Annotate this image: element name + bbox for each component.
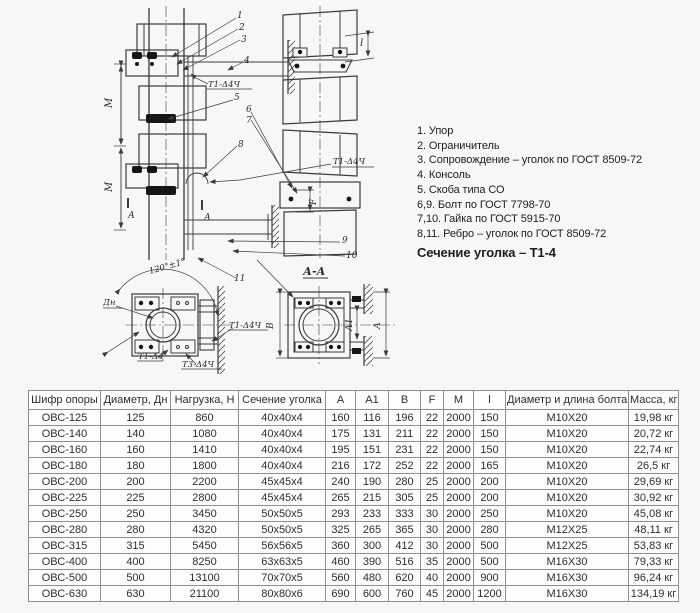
- table-cell: 80х80х6: [239, 586, 326, 602]
- table-cell: 630: [101, 586, 171, 602]
- table-cell: 40х40х4: [239, 410, 326, 426]
- callout-1: 1: [237, 11, 243, 21]
- table-cell: 8250: [171, 554, 239, 570]
- dim-label-a1: А1: [345, 318, 355, 331]
- table-cell: 22,74 кг: [629, 442, 679, 458]
- table-cell: 2000: [444, 586, 474, 602]
- table-cell: 140: [101, 426, 171, 442]
- table-cell: 150: [474, 426, 506, 442]
- spec-table-head-row: [29, 391, 679, 410]
- table-cell: 30: [421, 506, 444, 522]
- table-cell: ОВС-125: [29, 410, 101, 426]
- table-cell: 70х70х5: [239, 570, 326, 586]
- table-cell: 600: [356, 586, 389, 602]
- column-header: l: [474, 391, 506, 410]
- table-cell: М10Х20: [506, 458, 629, 474]
- table-cell: 25: [421, 474, 444, 490]
- table-cell: 22: [421, 458, 444, 474]
- section-view: [257, 260, 395, 366]
- table-cell: 2000: [444, 458, 474, 474]
- dim-label-b: В: [266, 322, 276, 329]
- table-cell: 2000: [444, 554, 474, 570]
- parts-legend-list: [417, 124, 695, 242]
- section-mark-a-right: А: [204, 213, 211, 223]
- table-cell: 35: [421, 554, 444, 570]
- table-cell: М16Х30: [506, 570, 629, 586]
- table-cell: 19,98 кг: [629, 410, 679, 426]
- table-cell: ОВС-500: [29, 570, 101, 586]
- table-cell: 293: [326, 506, 356, 522]
- table-cell: ОВС-280: [29, 522, 101, 538]
- table-cell: 280: [474, 522, 506, 538]
- table-cell: 500: [101, 570, 171, 586]
- legend-item: 4. Консоль: [417, 169, 471, 182]
- table-cell: 30: [421, 522, 444, 538]
- table-cell: 2000: [444, 410, 474, 426]
- callout-4: 4: [244, 56, 250, 66]
- weld-label-plan-right: Т1-Δ4Ч: [229, 321, 262, 331]
- table-cell: 2000: [444, 474, 474, 490]
- parts-legend: [417, 124, 695, 260]
- table-cell: 360: [326, 538, 356, 554]
- table-cell: 151: [356, 442, 389, 458]
- table-cell: М12Х25: [506, 522, 629, 538]
- weld-label-console: Т1-Δ4Ч: [208, 80, 241, 90]
- table-cell: 134,19 кг: [629, 586, 679, 602]
- table-cell: 125: [101, 410, 171, 426]
- table-cell: 1800: [171, 458, 239, 474]
- table-cell: 63х63х5: [239, 554, 326, 570]
- column-header: Масса, кг: [629, 391, 679, 410]
- table-row: [29, 490, 679, 506]
- section-title: А-А: [303, 265, 326, 278]
- legend-item: 7,10. Гайка по ГОСТ 5915-70: [417, 213, 561, 226]
- table-cell: 215: [356, 490, 389, 506]
- table-cell: 160: [326, 410, 356, 426]
- table-cell: 116: [356, 410, 389, 426]
- table-cell: 96,24 кг: [629, 570, 679, 586]
- table-cell: 305: [389, 490, 421, 506]
- table-cell: 200: [101, 474, 171, 490]
- dim-label-m-lower: М: [104, 181, 115, 192]
- table-cell: М10Х20: [506, 442, 629, 458]
- table-cell: 480: [356, 570, 389, 586]
- table-cell: 4320: [171, 522, 239, 538]
- table-cell: 45х45х4: [239, 474, 326, 490]
- dim-label-a: А: [373, 322, 383, 329]
- table-cell: 53,83 кг: [629, 538, 679, 554]
- table-cell: 233: [356, 506, 389, 522]
- table-row: [29, 586, 679, 602]
- table-cell: 200: [474, 490, 506, 506]
- spec-table: [28, 390, 679, 602]
- table-cell: 2000: [444, 506, 474, 522]
- table-cell: ОВС-315: [29, 538, 101, 554]
- table-cell: 280: [101, 522, 171, 538]
- table-cell: 240: [326, 474, 356, 490]
- table-cell: М16Х30: [506, 586, 629, 602]
- table-cell: 500: [474, 554, 506, 570]
- table-cell: 150: [474, 410, 506, 426]
- table-cell: 40х40х4: [239, 458, 326, 474]
- table-cell: 516: [389, 554, 421, 570]
- table-cell: 150: [474, 442, 506, 458]
- table-cell: 1200: [474, 586, 506, 602]
- table-row: [29, 554, 679, 570]
- table-cell: 25: [421, 490, 444, 506]
- table-cell: 500: [474, 538, 506, 554]
- table-cell: 265: [356, 522, 389, 538]
- plan-diameter-label: Дн: [103, 298, 116, 308]
- legend-item: 8,11. Ребро – уголок по ГОСТ 8509-72: [417, 227, 607, 240]
- table-cell: 21100: [171, 586, 239, 602]
- table-cell: М10Х20: [506, 410, 629, 426]
- weld-label-plan-left: Т1-Δ4: [138, 352, 164, 362]
- table-cell: 45: [421, 586, 444, 602]
- weld-label-rib: Т1-Δ4Ч: [333, 157, 366, 167]
- column-header: Нагрузка, Н: [171, 391, 239, 410]
- column-header: Шифр опоры: [29, 391, 101, 410]
- table-cell: 900: [474, 570, 506, 586]
- table-cell: ОВС-140: [29, 426, 101, 442]
- table-cell: 325: [326, 522, 356, 538]
- callout-9: 9: [342, 236, 348, 246]
- plan-angle-label: 120°±1°: [148, 256, 187, 277]
- column-header: Диаметр и длина болта: [506, 391, 629, 410]
- table-cell: 400: [101, 554, 171, 570]
- weld-label-plan-bottom: Т3-Δ4Ч: [182, 360, 215, 370]
- table-cell: 216: [326, 458, 356, 474]
- callout-5: 5: [234, 93, 240, 103]
- table-cell: 690: [326, 586, 356, 602]
- table-cell: 315: [101, 538, 171, 554]
- column-header: А: [326, 391, 356, 410]
- table-cell: 300: [356, 538, 389, 554]
- table-cell: М12Х25: [506, 538, 629, 554]
- table-cell: 2000: [444, 442, 474, 458]
- table-cell: 225: [101, 490, 171, 506]
- table-cell: М16Х30: [506, 554, 629, 570]
- callout-3: 3: [241, 35, 247, 45]
- table-row: [29, 570, 679, 586]
- callout-2: 2: [239, 23, 245, 33]
- table-cell: 13100: [171, 570, 239, 586]
- column-header: F: [421, 391, 444, 410]
- table-row: [29, 426, 679, 442]
- legend-item: 6,9. Болт по ГОСТ 7798-70: [417, 198, 551, 211]
- table-row: [29, 474, 679, 490]
- table-cell: 860: [171, 410, 239, 426]
- table-cell: 231: [389, 442, 421, 458]
- table-row: [29, 410, 679, 426]
- column-header: Сечение уголка: [239, 391, 326, 410]
- spec-table-body: [29, 410, 679, 602]
- callout-8: 8: [238, 140, 244, 150]
- section-mark-a-left: А: [128, 211, 135, 221]
- table-cell: 20,72 кг: [629, 426, 679, 442]
- table-cell: 196: [389, 410, 421, 426]
- table-cell: 1080: [171, 426, 239, 442]
- table-cell: 280: [389, 474, 421, 490]
- spec-table-wrap: [28, 390, 679, 602]
- table-cell: М10Х20: [506, 506, 629, 522]
- table-cell: 560: [326, 570, 356, 586]
- table-cell: 180: [101, 458, 171, 474]
- table-row: [29, 522, 679, 538]
- table-cell: 50х50х5: [239, 522, 326, 538]
- table-cell: 45,08 кг: [629, 506, 679, 522]
- table-cell: 172: [356, 458, 389, 474]
- column-header: А1: [356, 391, 389, 410]
- front-view: [114, 6, 374, 278]
- table-cell: 40х40х4: [239, 426, 326, 442]
- table-cell: 30: [421, 538, 444, 554]
- table-cell: 2000: [444, 490, 474, 506]
- callout-11: 11: [234, 274, 246, 284]
- table-cell: 2800: [171, 490, 239, 506]
- table-cell: ОВС-250: [29, 506, 101, 522]
- table-cell: 333: [389, 506, 421, 522]
- table-cell: ОВС-200: [29, 474, 101, 490]
- table-cell: 22: [421, 442, 444, 458]
- table-cell: 48,11 кг: [629, 522, 679, 538]
- table-cell: 2000: [444, 426, 474, 442]
- table-cell: 29,69 кг: [629, 474, 679, 490]
- table-cell: 190: [356, 474, 389, 490]
- table-cell: 160: [101, 442, 171, 458]
- table-cell: 22: [421, 426, 444, 442]
- legend-item: 1. Упор: [417, 125, 454, 137]
- table-cell: ОВС-160: [29, 442, 101, 458]
- dim-label-m-upper: М: [104, 97, 115, 108]
- table-cell: 3450: [171, 506, 239, 522]
- table-cell: ОВС-400: [29, 554, 101, 570]
- table-cell: М10Х20: [506, 426, 629, 442]
- table-cell: 620: [389, 570, 421, 586]
- table-cell: 131: [356, 426, 389, 442]
- table-row: [29, 458, 679, 474]
- table-cell: М10Х20: [506, 474, 629, 490]
- table-cell: ОВС-630: [29, 586, 101, 602]
- table-row: [29, 538, 679, 554]
- table-cell: ОВС-225: [29, 490, 101, 506]
- table-cell: 412: [389, 538, 421, 554]
- table-cell: 56х56х5: [239, 538, 326, 554]
- legend-footer: Сечение уголка – Т1-4: [417, 244, 556, 260]
- table-cell: 22: [421, 410, 444, 426]
- table-cell: 250: [474, 506, 506, 522]
- legend-item: 3. Сопровождение – уголок по ГОСТ 8509-72: [417, 154, 642, 167]
- table-cell: 760: [389, 586, 421, 602]
- table-cell: 30,92 кг: [629, 490, 679, 506]
- table-cell: 50х50х5: [239, 506, 326, 522]
- table-cell: 200: [474, 474, 506, 490]
- table-cell: 2000: [444, 522, 474, 538]
- table-cell: 365: [389, 522, 421, 538]
- table-cell: М10Х20: [506, 490, 629, 506]
- table-row: [29, 442, 679, 458]
- column-header: М: [444, 391, 474, 410]
- table-cell: 460: [326, 554, 356, 570]
- column-header: Диаметр, Дн: [101, 391, 171, 410]
- legend-item: 2. Ограничитель: [417, 139, 500, 152]
- column-header: В: [389, 391, 421, 410]
- table-cell: 250: [101, 506, 171, 522]
- legend-item: 5. Скоба типа СО: [417, 183, 505, 196]
- callout-6: 6: [246, 105, 252, 115]
- table-cell: 40: [421, 570, 444, 586]
- callout-10: 10: [346, 251, 358, 261]
- table-cell: 390: [356, 554, 389, 570]
- table-cell: 45х45х4: [239, 490, 326, 506]
- table-cell: 79,33 кг: [629, 554, 679, 570]
- table-cell: 40х40х4: [239, 442, 326, 458]
- table-cell: 5450: [171, 538, 239, 554]
- table-cell: 265: [326, 490, 356, 506]
- table-row: [29, 506, 679, 522]
- table-cell: 175: [326, 426, 356, 442]
- table-cell: 2000: [444, 538, 474, 554]
- dim-label-f: F: [309, 198, 319, 205]
- table-cell: 252: [389, 458, 421, 474]
- dim-label-l: l: [360, 38, 364, 49]
- callout-7: 7: [246, 116, 252, 126]
- table-cell: 165: [474, 458, 506, 474]
- table-cell: ОВС-180: [29, 458, 101, 474]
- table-cell: 26,5 кг: [629, 458, 679, 474]
- table-cell: 1410: [171, 442, 239, 458]
- table-cell: 195: [326, 442, 356, 458]
- table-cell: 2000: [444, 570, 474, 586]
- table-cell: 211: [389, 426, 421, 442]
- table-cell: 2200: [171, 474, 239, 490]
